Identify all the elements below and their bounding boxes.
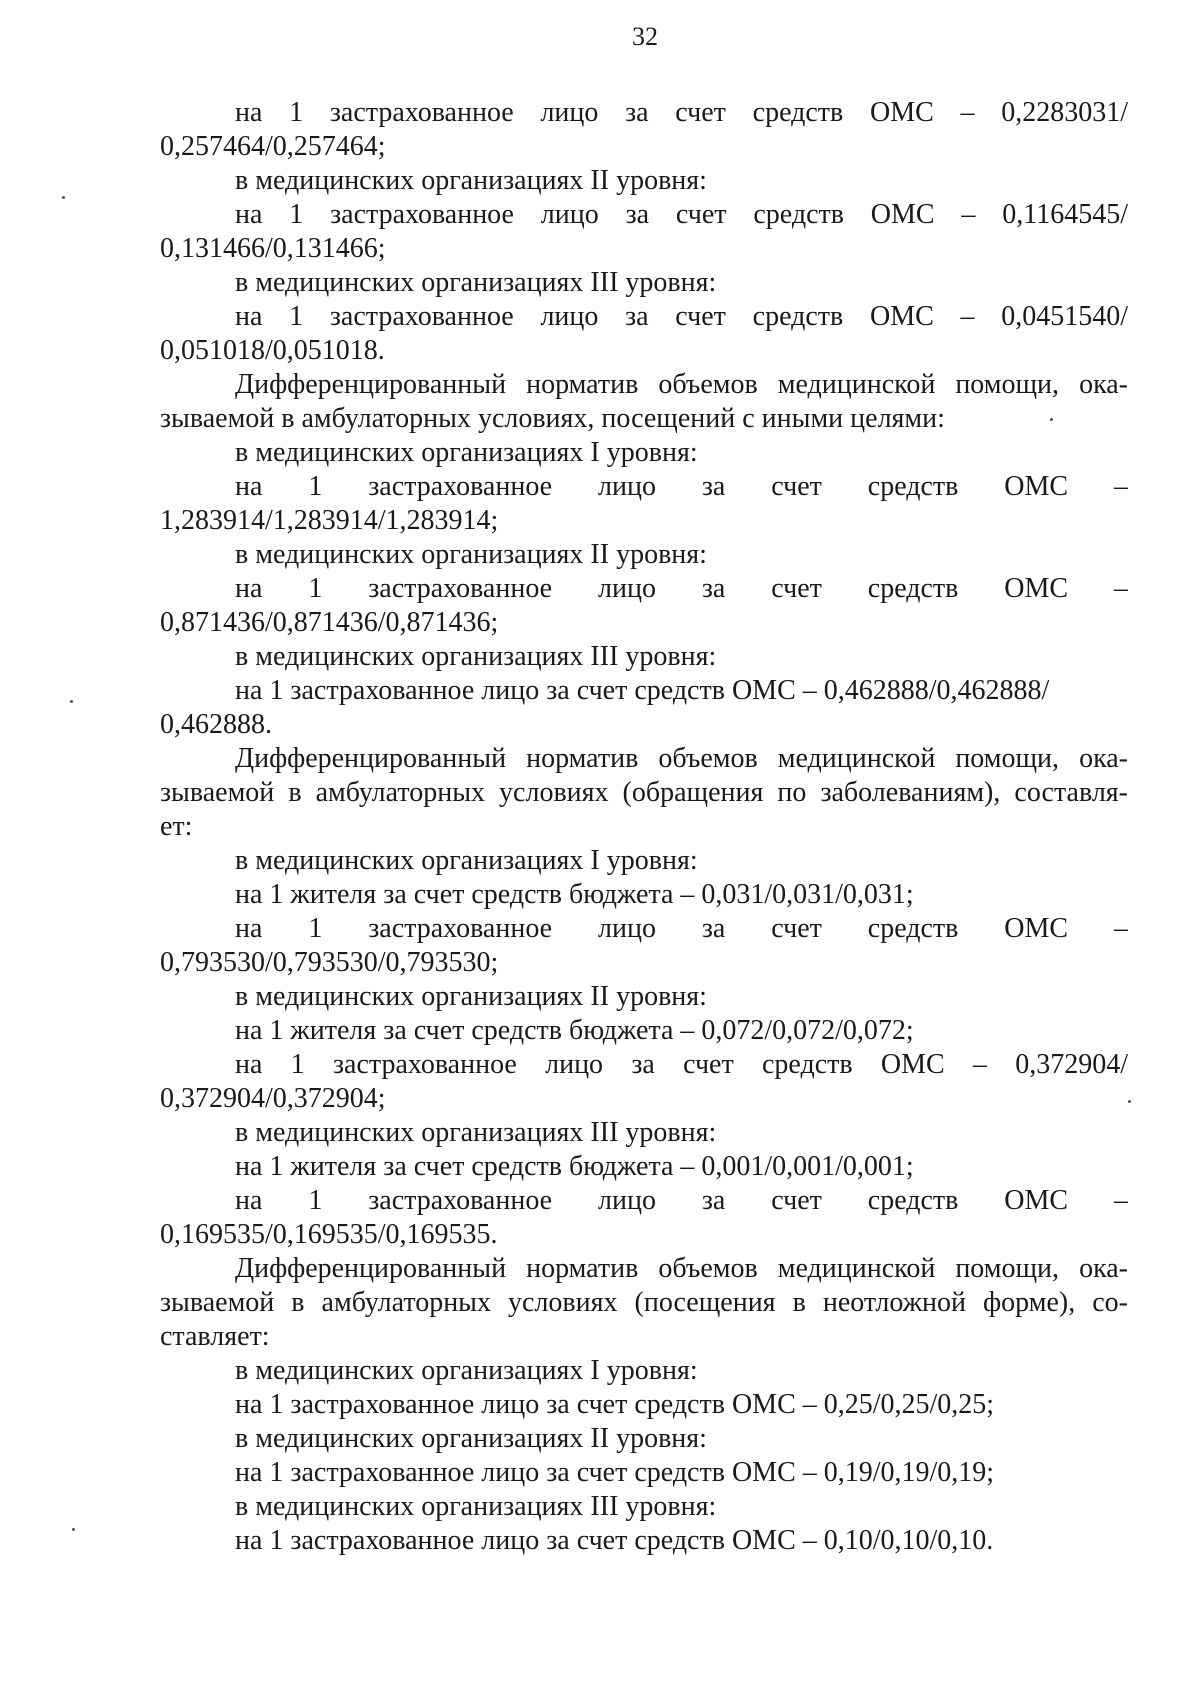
text-line: на 1 застрахованное лицо за счет средств ОМС – 0,2283031/ <box>235 97 1128 128</box>
text-line: 0,131466/0,131466; <box>160 233 386 264</box>
text-line: в медицинских организациях II уровня: <box>235 1423 707 1454</box>
text-line: на 1 застрахованное лицо за счет средств ОМС – 0,25/0,25/0,25; <box>235 1389 995 1420</box>
text-line: в медицинских организациях II уровня: <box>235 165 707 196</box>
text-line: в медицинских организациях III уровня: <box>235 267 717 298</box>
text-line: в медицинских организациях III уровня: <box>235 1491 717 1522</box>
text-line: на 1 застрахованное лицо за счет средств ОМС – <box>235 1185 1128 1216</box>
text-line: Дифференцированный норматив объемов медицинской помощи, ока- <box>235 1253 1128 1284</box>
text-line: в медицинских организациях III уровня: <box>235 641 717 672</box>
text-line: на 1 жителя за счет средств бюджета – 0,031/0,031/0,031; <box>235 879 914 910</box>
text-line: 0,169535/0,169535/0,169535. <box>160 1219 498 1250</box>
text-line: ставляет: <box>160 1321 270 1352</box>
text-line: на 1 застрахованное лицо за счет средств ОМС – 0,0451540/ <box>235 301 1128 332</box>
text-line: в медицинских организациях II уровня: <box>235 539 707 570</box>
text-line: на 1 застрахованное лицо за счет средств ОМС – <box>235 573 1128 604</box>
text-line: в медицинских организациях I уровня: <box>235 1355 698 1386</box>
text-line: в медицинских организациях I уровня: <box>235 437 698 468</box>
text-line: зываемой в амбулаторных условиях (обращения по заболеваниям), составля- <box>160 777 1128 808</box>
text-line: на 1 жителя за счет средств бюджета – 0,001/0,001/0,001; <box>235 1151 914 1182</box>
document-body <box>160 96 1128 1558</box>
text-line: на 1 застрахованное лицо за счет средств ОМС – <box>235 913 1128 944</box>
text-line: на 1 застрахованное лицо за счет средств ОМС – 0,19/0,19/0,19; <box>235 1457 995 1488</box>
text-line: 0,871436/0,871436/0,871436; <box>160 607 499 638</box>
text-line: 0,793530/0,793530/0,793530; <box>160 947 499 978</box>
text-line: на 1 застрахованное лицо за счет средств ОМС – 0,10/0,10/0,10. <box>235 1525 994 1556</box>
scan-speck <box>1050 418 1053 421</box>
text-line: в медицинских организациях I уровня: <box>235 845 698 876</box>
text-line: 1,283914/1,283914/1,283914; <box>160 505 499 536</box>
text-line: зываемой в амбулаторных условиях (посещения в неотложной форме), со- <box>160 1287 1128 1318</box>
text-line: на 1 застрахованное лицо за счет средств ОМС – 0,1164545/ <box>235 199 1128 230</box>
text-line: 0,051018/0,051018. <box>160 335 385 366</box>
page-number: 32 <box>632 22 658 51</box>
text-line: ет: <box>160 811 193 842</box>
text-line: в медицинских организациях III уровня: <box>235 1117 717 1148</box>
scan-speck <box>70 700 73 703</box>
text-line: 0,462888. <box>160 709 272 740</box>
text-line: Дифференцированный норматив объемов медицинской помощи, ока- <box>235 369 1128 400</box>
text-line: на 1 застрахованное лицо за счет средств ОМС – 0,462888/0,462888/ <box>235 675 1050 706</box>
scan-speck <box>1128 1100 1131 1103</box>
scan-speck <box>72 1528 75 1531</box>
text-line: на 1 жителя за счет средств бюджета – 0,072/0,072/0,072; <box>235 1015 914 1046</box>
text-line: в медицинских организациях II уровня: <box>235 981 707 1012</box>
text-line: на 1 застрахованное лицо за счет средств ОМС – <box>235 471 1128 502</box>
text-line: 0,372904/0,372904; <box>160 1083 386 1114</box>
text-line: 0,257464/0,257464; <box>160 131 386 162</box>
text-line: Дифференцированный норматив объемов медицинской помощи, ока- <box>235 743 1128 774</box>
text-line: зываемой в амбулаторных условиях, посещений с иными целями: <box>160 403 945 434</box>
text-line: на 1 застрахованное лицо за счет средств ОМС – 0,372904/ <box>235 1049 1128 1080</box>
scan-speck <box>62 196 65 199</box>
